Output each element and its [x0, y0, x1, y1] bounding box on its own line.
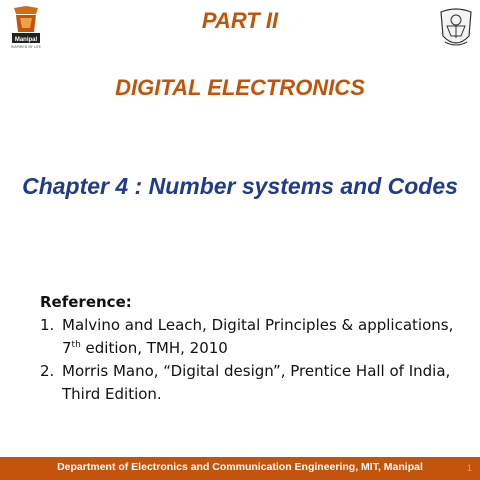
footer-bar [0, 457, 480, 480]
reference-item [40, 360, 460, 406]
logo-label: Manipal [14, 37, 38, 43]
reference-number: 1. [40, 316, 55, 334]
reference-superscript: th [71, 340, 81, 350]
subject-title: DIGITAL ELECTRONICS [115, 75, 365, 100]
footer-text: Department of Electronics and Communication Engineering, MIT, Manipal [57, 461, 423, 473]
references-heading: Reference: [40, 293, 132, 311]
reference-text: Morris Mano, “Digital design”, Prentice Hall of India, Third Edition. [62, 362, 451, 403]
chapter-title: Chapter 4 : Number systems and Codes [22, 173, 458, 199]
reference-text-part: Malvino and Leach, Digital Principles & applications, 7 [62, 316, 454, 357]
page-number: 1 [466, 463, 472, 473]
reference-item [40, 314, 460, 360]
svg-text:INSPIRED BY LIFE: INSPIRED BY LIFE [10, 45, 42, 49]
reference-text [62, 314, 460, 360]
references-section [40, 291, 460, 406]
reference-text-part: edition, TMH, 2010 [80, 339, 228, 357]
reference-number: 2. [40, 362, 55, 380]
part-title: PART II [201, 8, 279, 33]
references-list [40, 314, 460, 406]
